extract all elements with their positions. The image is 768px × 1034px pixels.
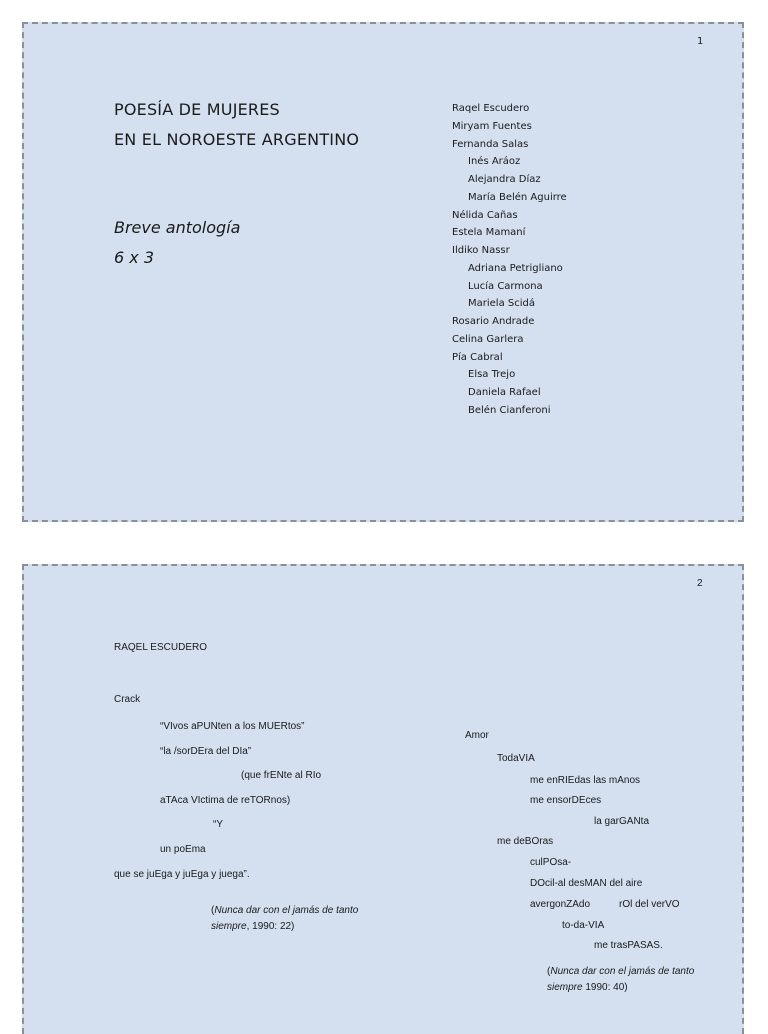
author-name: Nélida Cañas bbox=[452, 209, 518, 221]
poem-2-title: Amor bbox=[465, 730, 489, 741]
citation-year: , 1990: 22) bbox=[246, 921, 295, 932]
author-name: Elsa Trejo bbox=[468, 369, 516, 381]
author-name: Lucía Carmona bbox=[468, 280, 543, 292]
poem-line: me trasPASAS. bbox=[594, 940, 663, 951]
poem-2-citation: (Nunca dar con el jamás de tanto siempre 1990: 40) bbox=[547, 966, 695, 993]
title-line-1: POESÍA DE MUJERES bbox=[114, 100, 280, 119]
author-list bbox=[452, 100, 567, 420]
poem-line: rOl del verVO bbox=[619, 899, 680, 910]
poem-line: un poEma bbox=[160, 844, 206, 855]
author-name: Ildiko Nassr bbox=[452, 245, 510, 256]
title-line-2: EN EL NOROESTE ARGENTINO bbox=[114, 130, 360, 149]
poem-line: (que frENte al RIo bbox=[241, 770, 322, 781]
author-name: Rosario Andrade bbox=[452, 316, 535, 327]
author-name: Inés Aráoz bbox=[468, 156, 521, 168]
poem-line: me ensorDEces bbox=[530, 795, 602, 806]
poem-1-citation: (Nunca dar con el jamás de tanto siempre, 1990: 22) bbox=[211, 905, 359, 932]
subtitle-line-2: 6 x 3 bbox=[114, 248, 154, 267]
author-name: Mariela Scidá bbox=[468, 298, 535, 310]
author-name: Celina Garlera bbox=[452, 333, 524, 345]
poem-line: me enRIEdas las mAnos bbox=[530, 775, 641, 786]
poem-line: to-da-VIA bbox=[562, 920, 605, 931]
poem-line: “Y bbox=[213, 819, 223, 830]
poem-line: “VIvos aPUNten a los MUERtos” bbox=[160, 721, 305, 732]
author-name: Raqel Escudero bbox=[452, 103, 530, 114]
author-name: Estela Mamaní bbox=[452, 227, 526, 239]
page-number: 1 bbox=[697, 36, 704, 47]
page-1 bbox=[22, 22, 744, 522]
citation-source: Nunca dar con el jamás de tanto siempre bbox=[211, 905, 359, 932]
poem-1-title: Crack bbox=[114, 694, 141, 705]
page-number: 2 bbox=[697, 578, 703, 589]
author-name: Miryam Fuentes bbox=[452, 120, 532, 132]
poem-line: culPOsa- bbox=[530, 857, 572, 868]
author-name: Daniela Rafael bbox=[468, 387, 541, 398]
author-name: Alejandra Díaz bbox=[468, 174, 541, 185]
citation-year: 1990: 40) bbox=[582, 982, 628, 993]
author-name: Fernanda Salas bbox=[452, 138, 529, 150]
subtitle-line-1: Breve antología bbox=[114, 218, 241, 237]
author-name: María Belén Aguirre bbox=[468, 191, 567, 203]
poem-line: me deBOras bbox=[497, 836, 554, 847]
author-heading: RAQEL ESCUDERO bbox=[114, 642, 207, 653]
poem-line: aTAca VIctima de reTORnos) bbox=[160, 795, 291, 806]
author-name: Belén Cianferoni bbox=[468, 404, 551, 416]
author-name: Adriana Petrigliano bbox=[468, 262, 563, 274]
poem-line: que se juEga y juEga y juega”. bbox=[114, 869, 250, 880]
poem-line: avergonZAdo bbox=[530, 899, 591, 910]
poem-line: “la /sorDEra del DIa” bbox=[160, 746, 252, 757]
poem-line: la garGANta bbox=[594, 816, 650, 827]
page-2 bbox=[22, 564, 744, 1034]
citation-source: Nunca dar con el jamás de tanto siempre bbox=[547, 966, 695, 993]
poem-line: DOcil-al desMAN del aire bbox=[530, 878, 643, 889]
author-name: Pía Cabral bbox=[452, 351, 503, 363]
poem-line: TodaVIA bbox=[497, 753, 535, 764]
